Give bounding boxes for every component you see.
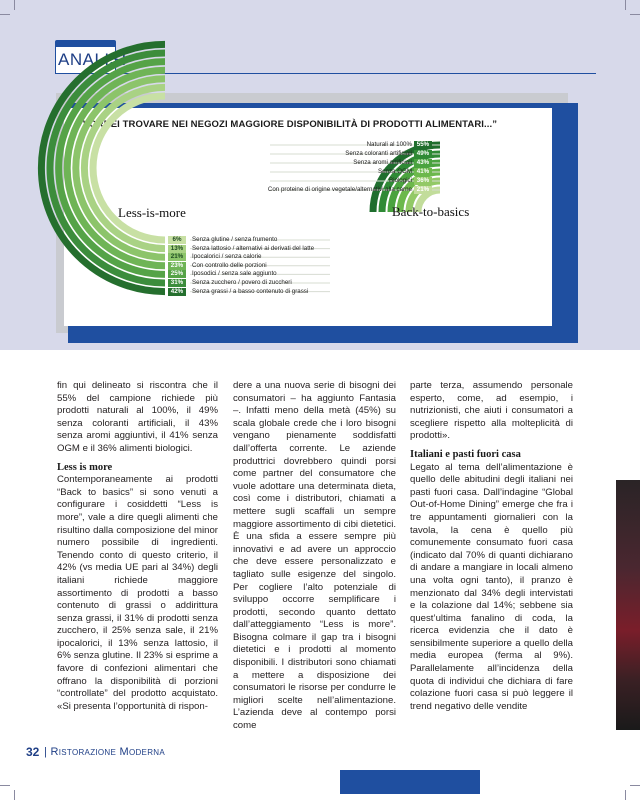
back-to-basics-value: 36% <box>414 177 432 185</box>
less-is-more-category: Senza lattosio / alternativi ai derivati del latte <box>192 244 315 252</box>
less-is-more-category: Ipocalorici / senza calorie <box>192 253 262 261</box>
less-is-more-value: 23% <box>168 262 186 270</box>
less-is-more-value: 25% <box>168 270 186 278</box>
less-is-more-category: Senza grassi / a basso contenuto di grassi <box>192 287 309 295</box>
crop-mark <box>14 0 15 10</box>
back-to-basics-category: Senza aromi artificiali <box>353 159 412 166</box>
back-to-basics-value: 49% <box>414 150 432 158</box>
back-to-basics-category: Naturali al 100% <box>366 141 412 148</box>
back-to-basics-value: 43% <box>414 159 432 167</box>
less-is-more-value: 21% <box>168 253 186 261</box>
page-number: 32 <box>26 745 40 759</box>
text-column-2 <box>233 380 396 733</box>
back-to-basics-value: 55% <box>414 141 432 149</box>
paragraph: Contemporaneamente ai prodotti “Back to basics” si sono venuti a configurare i cosiddetti “Less is more”, vale a dire quegli alimenti che risultino dalla composizione del minor numero possibile di ingredienti. Tenendo conto di questo criterio, il 42% (vs media UE pari al 34%) degli italiani richiede maggiore assortimento di prodotti a basso contenuto di grassi o addirittura senza grassi, il 31% di prodotti senza zucchero, il 25% senza sale, il 21% ipocalorici, il 13% senza lattosio, il 6% senza glutine. Il 23% si esprime a favore di confezioni alimentari che offrano la disponibilità di porzioni “controllate” del prodotto acquistato. «Si presenta l’opportunità di rispon- <box>57 474 218 712</box>
less-is-more-value: 13% <box>168 245 186 253</box>
bottom-color-bar <box>340 770 480 794</box>
crop-mark <box>630 14 640 15</box>
section-label: ANALISI <box>58 50 127 69</box>
less-is-more-category: Senza glutine / senza frumento <box>192 236 278 243</box>
back-to-basics-value: 21% <box>414 186 432 194</box>
back-to-basics-category: Senza coloranti artificiali <box>345 150 412 157</box>
chart-title: “VORREI TROVARE NEI NEGOZI MAGGIORE DISPONIBILITÀ DI PRODOTTI ALIMENTARI...” <box>78 119 498 130</box>
edge-photo <box>616 480 640 730</box>
less-is-more-category: Senza zucchero / povero di zuccheri <box>192 279 292 286</box>
subheading: Less is more <box>57 461 113 473</box>
section-rule <box>116 73 596 74</box>
less-is-more-category: Con controllo delle porzioni <box>192 261 267 269</box>
less-is-more-category: Iposodici / senza sale aggiunto <box>192 270 277 278</box>
crop-mark <box>630 785 640 786</box>
back-to-basics-label: Back-to-basics <box>392 204 470 219</box>
paragraph: fin qui delineato si riscontra che il 55% del campione richiede più prodotti naturali al 100%, il 49% senza coloranti artificiali, il 43% senza aromi aggiuntivi, il 41% senza OGM e il 36% alimenti biologici. <box>57 380 218 454</box>
back-to-basics-category: Con proteine di origine vegetale/alternativi alla carne <box>267 186 412 193</box>
crop-mark <box>14 790 15 800</box>
crop-mark <box>625 0 626 10</box>
back-to-basics-value: 41% <box>414 168 432 176</box>
less-is-more-value: 6% <box>168 236 186 244</box>
paragraph: parte terza, assumendo personale esperto, come, ad esempio, i nutrizionisti, che aiuti i consumatori a scegliere rispetto alla molteplicità di prodotti». <box>410 380 573 442</box>
magazine-name: | Ristorazione Moderna <box>44 746 165 758</box>
paragraph: dere a una nuova serie di bisogni dei consumatori – ha aggiunto Fantasia –. Infatti meno della metà (45%) su scala globale crede che i loro bisogni vengano pienamente soddisfatti dall’offerta corrente. Le aziende produttrici dovrebbero quindi porsi come partner del consumatore che vuole adottare una determinata dieta, così come i distributori, chiamati a mettere sugli scaffali un sempre maggiore assortimento di cibi dietetici. È una sfida a essere sempre più innovativi e ad avere un approccio che deve essere personalizzato e tagliato sulle esigenze del singolo. Per cogliere l’alto potenziale di sviluppo occorre semplificare i prodotti, secondo quanto dettato dall’atteggiamento “Less is more”. Bisogna colmare il gap tra i bisogni dietetici e i prodotti al momento disponibili. I distributori sono chiamati a mettere a disposizione dei consumatori le risorse per condurre le migliori scelte nell’alimentazione. L’azienda deve al contempo porsi come <box>233 380 396 732</box>
less-is-more-label: Less-is-more <box>118 205 186 220</box>
paragraph: Legato al tema dell’alimentazione è quello delle abitudini degli italiani nei pasti fuori casa. Dall’indagine “Global Out-of-Home Dining” emerge che fra i tre appuntamenti giornalieri con la tavola, la cena è quello più comunemente consumato fuori casa (indicato dal 70% di quanti dichiarano di andare a mangiare in locali almeno una volta ogni tanto), il pranzo è menzionato dal 34% degli intervistati e la colazione dal 14%; sebbene sia quest’ultima fanalino di coda, la ricerca evidenzia che il dato è sensibilmente superiore a quello della media europea (ferma al 9%). Parallelamente all’incidenza della quota di individui che dichiara di fare colazione fuori casa si può leggere il trend negativo delle vendite <box>410 461 573 712</box>
less-is-more-value: 42% <box>168 288 186 296</box>
back-to-basics-category: Biologici <box>388 177 412 184</box>
back-to-basics-category: Senza OGM <box>377 168 412 175</box>
crop-mark <box>0 785 10 786</box>
subheading: Italiani e pasti fuori casa <box>410 448 521 460</box>
text-column-1 <box>57 380 218 713</box>
crop-mark <box>625 790 626 800</box>
less-is-more-value: 31% <box>168 279 186 287</box>
text-column-3 <box>410 380 573 713</box>
crop-mark <box>0 14 10 15</box>
